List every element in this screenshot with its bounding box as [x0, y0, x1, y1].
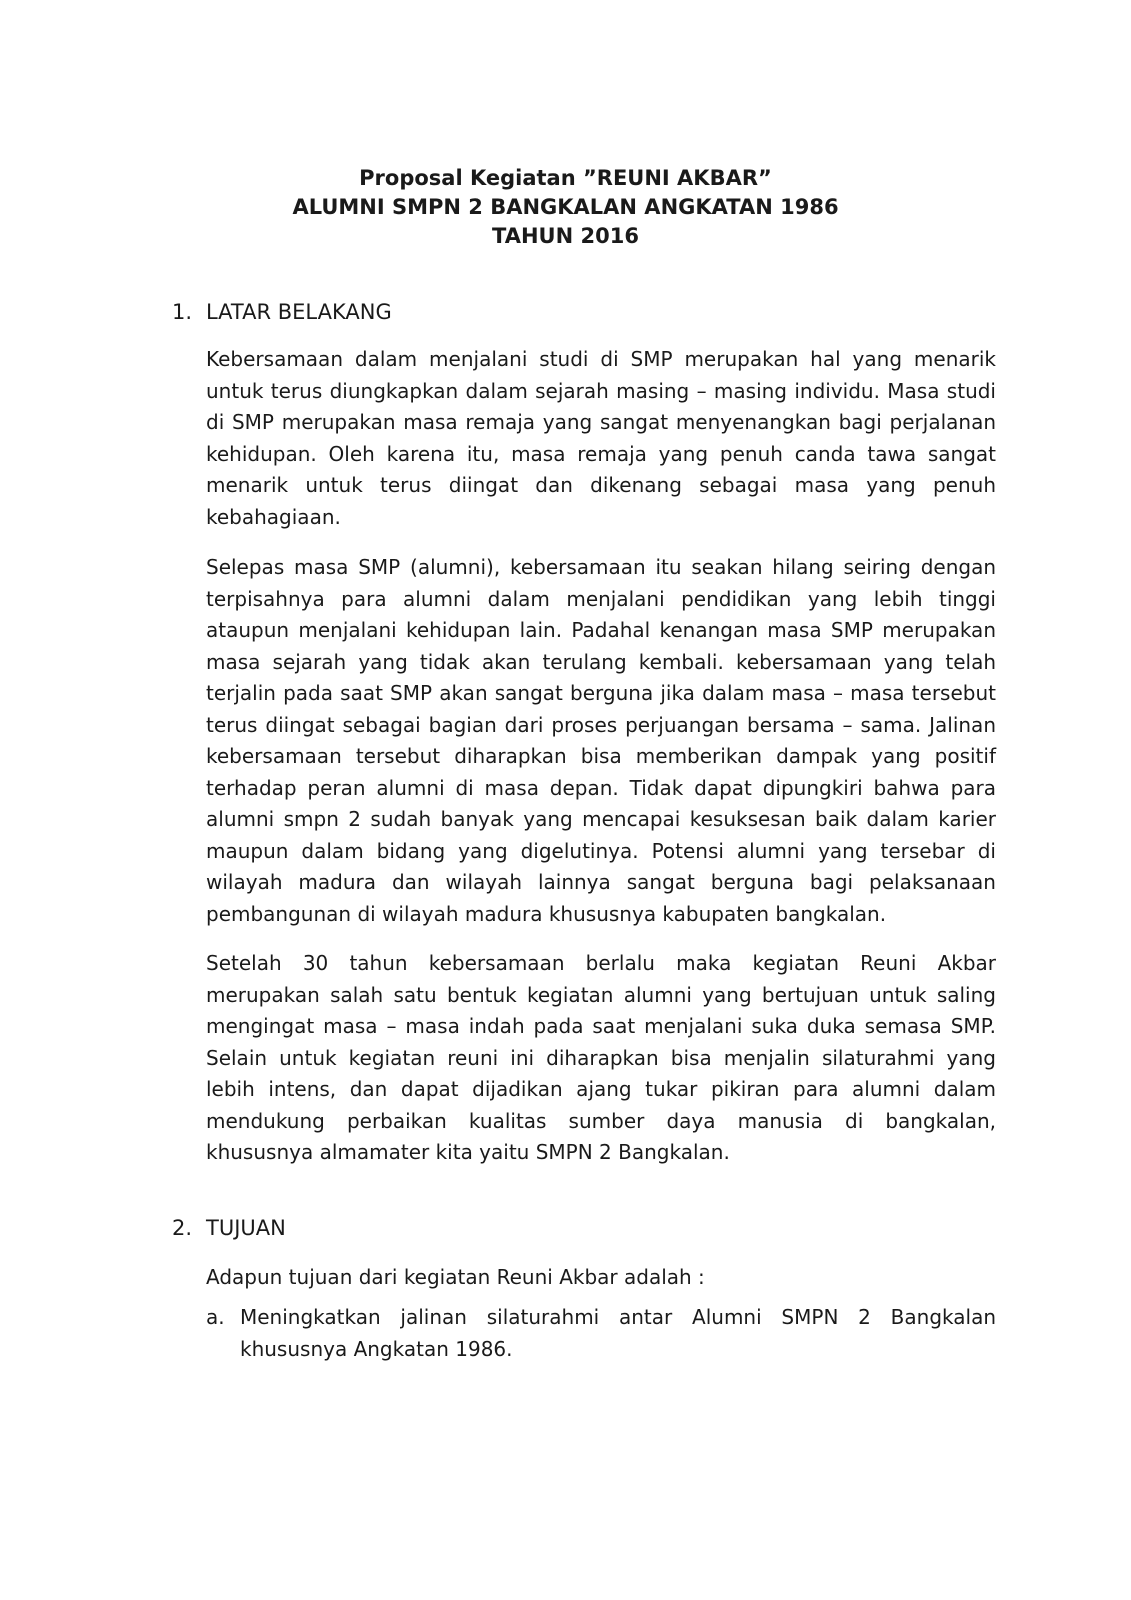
paragraph-1: Kebersamaan dalam menjalani studi di SMP merupakan hal yang menarik untuk terus diungkapkan dalam sejarah masing – masing individu. Masa studi di SMP merupakan masa remaja yang sangat menyenangkan bagi perjalanan kehidupan. Oleh karena itu, masa remaja yang penuh canda tawa sangat menarik untuk terus diingat dan dikenang sebagai masa yang penuh kebahagiaan. [206, 347, 996, 529]
document-title [0, 164, 1131, 251]
list-marker: a. [206, 1305, 225, 1329]
tujuan-intro: Adapun tujuan dari kegiatan Reuni Akbar adalah : [206, 1265, 705, 1289]
paragraph-2: Selepas masa SMP (alumni), kebersamaan itu seakan hilang seiring dengan terpisahnya para alumni dalam menjalani pendidikan yang lebih tinggi ataupun menjalani kehidupan lain. Padahal kenangan masa SMP merupakan masa sejarah yang tidak akan terulang kembali. kebersamaan yang telah terjalin pada saat SMP akan sangat berguna jika dalam masa – masa tersebut terus diingat sebagai bagian dari proses perjuangan bersama – sama. Jalinan kebersamaan tersebut diharapkan bisa memberikan dampak yang positif terhadap peran alumni di masa depan. Tidak dapat dipungkiri bahwa para alumni smpn 2 sudah banyak yang mencapai kesuksesan baik dalam karier maupun dalam bidang yang digelutinya. Potensi alumni yang tersebar di wilayah madura dan wilayah lainnya sangat berguna bagi pelaksanaan pembangunan di wilayah madura khususnya kabupaten bangkalan. [206, 555, 996, 926]
section-heading-tujuan [172, 1214, 286, 1242]
section-heading-latar-belakang [172, 298, 392, 326]
paragraph-3: Setelah 30 tahun kebersamaan berlalu maka kegiatan Reuni Akbar merupakan salah satu bentuk kegiatan alumni yang bertujuan untuk saling mengingat masa – masa indah pada saat menjalani suka duka semasa SMP. Selain untuk kegiatan reuni ini diharapkan bisa menjalin silaturahmi yang lebih intens, dan dapat dijadikan ajang tukar pikiran para alumni dalam mendukung perbaikan kualitas sumber daya manusia di bangkalan, khususnya almamater kita yaitu SMPN 2 Bangkalan. [206, 951, 996, 1164]
list-item-text: Meningkatkan jalinan silaturahmi antar Alumni SMPN 2 Bangkalan khususnya Angkatan 1986. [240, 1305, 996, 1361]
section-number: 2. [172, 1216, 193, 1240]
section-title: TUJUAN [206, 1216, 286, 1240]
section-title: LATAR BELAKANG [206, 300, 392, 324]
list-item [206, 1302, 996, 1365]
title-line-2: ALUMNI SMPN 2 BANGKALAN ANGKATAN 1986 [292, 195, 839, 219]
title-line-1: Proposal Kegiatan ”REUNI AKBAR” [359, 166, 772, 190]
title-line-3: TAHUN 2016 [492, 224, 639, 248]
section-number: 1. [172, 300, 193, 324]
